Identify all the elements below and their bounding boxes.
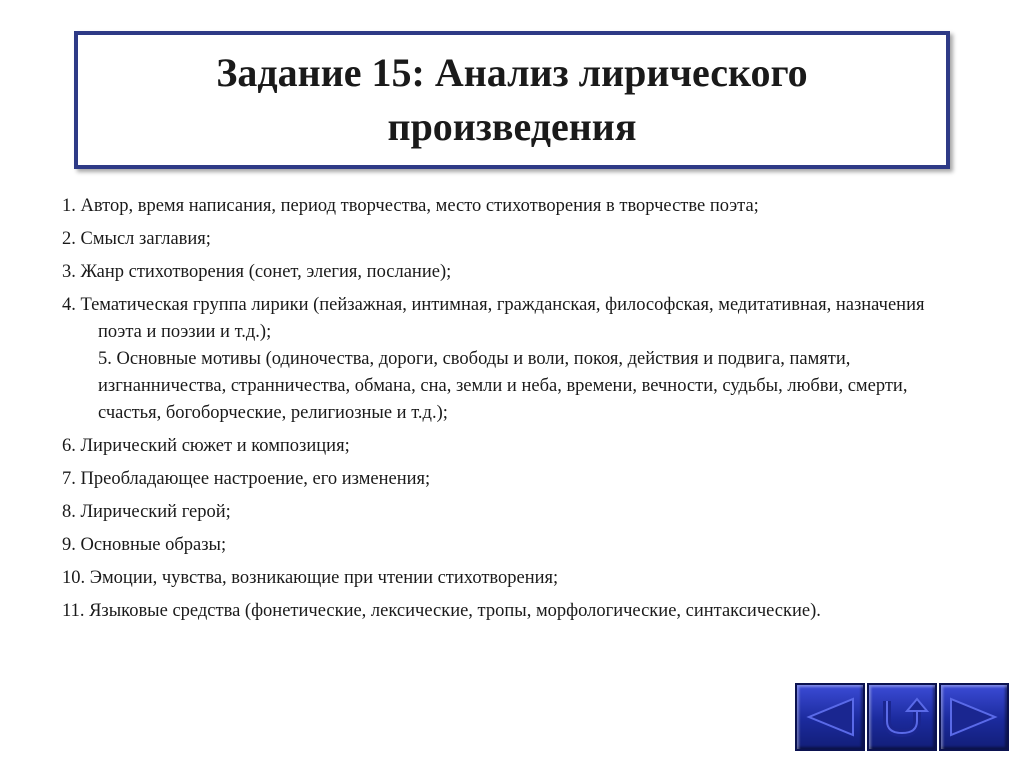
prev-button[interactable] bbox=[795, 683, 865, 751]
list-item: 7. Преобладающее настроение, его изменения; bbox=[62, 469, 431, 489]
page-title: Задание 15: Анализ лирического произведения bbox=[216, 50, 808, 149]
list-item-text: 5. Основные мотивы (одиночества, дороги, свободы и воли, покоя, действия и подвига, памяти, изгнанничества, странничества, обмана, сна, земли и неба, времени, вечности, судьбы, любви, смерти, счастья, богоборческие, религиозные и т.д.); bbox=[98, 349, 908, 423]
list-item: 11. Языковые средства (фонетические, лексические, тропы, морфологические, синтаксические). bbox=[62, 601, 821, 621]
return-icon bbox=[875, 695, 929, 739]
list-item: 6. Лирический сюжет и композиция; bbox=[62, 436, 350, 456]
next-button[interactable] bbox=[939, 683, 1009, 751]
list-item: 10. Эмоции, чувства, возникающие при чтении стихотворения; bbox=[62, 568, 559, 588]
list-item: 1. Автор, время написания, период творчества, место стихотворения в творчестве поэта; bbox=[62, 196, 759, 216]
list-item: 8. Лирический герой; bbox=[62, 502, 231, 522]
list-item: 3. Жанр стихотворения (сонет, элегия, послание); bbox=[62, 262, 452, 282]
arrow-right-icon bbox=[947, 695, 1001, 739]
arrow-left-icon bbox=[803, 695, 857, 739]
title-box bbox=[74, 31, 950, 169]
navigation-bar bbox=[795, 683, 1009, 751]
list-item bbox=[62, 292, 962, 427]
analysis-list bbox=[62, 193, 962, 631]
return-button[interactable] bbox=[867, 683, 937, 751]
list-item: 9. Основные образы; bbox=[62, 535, 227, 555]
list-item-text: 4. Тематическая группа лирики (пейзажная, интимная, гражданская, философская, медитативная, назначения поэта и поэзии и т.д.); bbox=[62, 295, 925, 342]
list-item: 2. Смысл заглавия; bbox=[62, 229, 211, 249]
